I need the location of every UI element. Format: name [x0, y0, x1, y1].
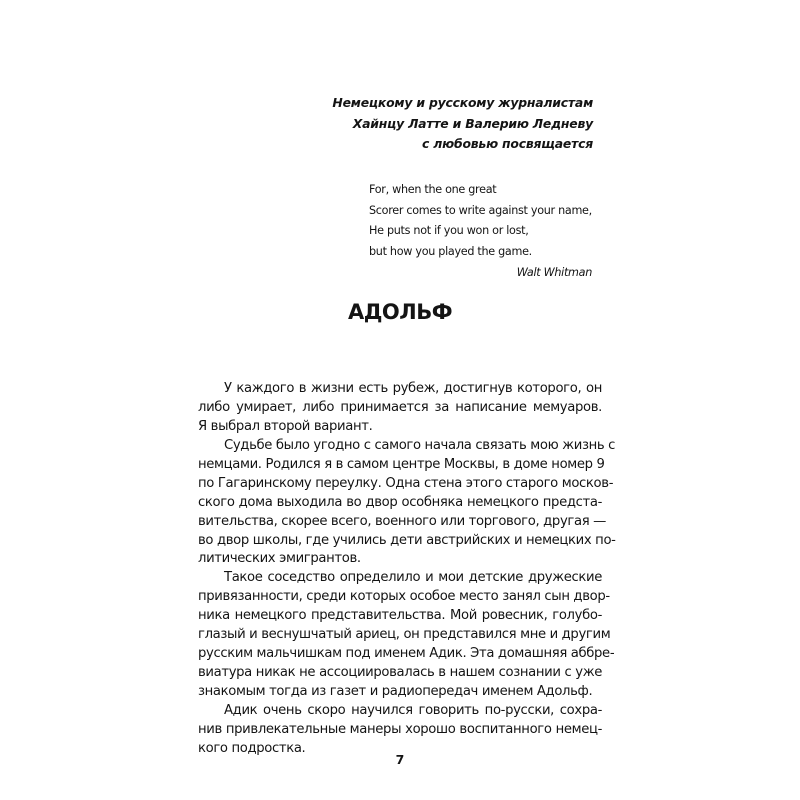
epigraph-line: Scorer comes to write against your name, — [369, 203, 592, 217]
text-line: ского дома выходила во двор особняка немецкого предста- — [198, 494, 602, 510]
text-line: виатура никак не ассоциировалась в нашем сознании с уже — [198, 665, 602, 681]
text-line: нив привлекательные манеры хорошо воспитанного немец- — [198, 721, 602, 737]
text-line: немцами. Родился я в самом центре Москвы, в доме номер 9 — [198, 456, 605, 472]
body-text — [198, 380, 616, 759]
text-line: Я выбрал второй вариант. — [198, 418, 373, 434]
text-line: Судьбе было угодно с самого начала связать мою жизнь с — [224, 437, 616, 453]
text-line: литических эмигрантов. — [198, 551, 361, 567]
epigraph-line: For, when the one great — [369, 183, 497, 196]
dedication-line: с любовью посвящается — [422, 136, 593, 151]
dedication-line: Немецкому и русскому журналистам — [332, 95, 593, 110]
text-line: глазый и веснушчатый ариец, он представился мне и другим — [198, 627, 611, 643]
epigraph-line: but how you played the game. — [369, 244, 532, 258]
chapter-title: АДОЛЬФ — [347, 300, 453, 324]
text-line: У каждого в жизни есть рубеж, достигнув которого, он — [224, 381, 602, 396]
paragraph — [198, 380, 602, 437]
dedication — [332, 93, 593, 155]
text-line: русским мальчишкам под именем Адик. Эта домашняя аббре- — [198, 646, 615, 662]
text-line: вительства, скорее всего, военного или торгового, другая — — [198, 513, 606, 529]
text-line: ника немецкого представительства. Мой ровесник, голубо- — [198, 608, 602, 624]
page-number: 7 — [395, 752, 405, 767]
epigraph-line: He puts not if you won or lost, — [369, 224, 529, 238]
epigraph-author: Walt Whitman — [516, 266, 592, 280]
paragraph — [198, 569, 615, 702]
paragraph — [198, 702, 602, 759]
text-line: знакомым тогда из газет и радиопередач именем Адольф. — [198, 684, 593, 699]
text-line: по Гагаринскому переулку. Одна стена этого старого москов- — [198, 475, 614, 491]
dedication-line: Хайнцу Латте и Валерию Ледневу — [352, 115, 593, 131]
paragraph — [198, 437, 616, 570]
epigraph — [369, 180, 592, 284]
text-line: кого подростка. — [198, 740, 306, 756]
text-line: Адик очень скоро научился говорить по-русски, сохра- — [224, 702, 602, 718]
text-line: Такое соседство определило и мои детские дружеские — [224, 570, 602, 586]
text-line: во двор школы, где учились дети австрийских и немецких по- — [198, 532, 616, 548]
text-line: либо умирает, либо принимается за написание мемуаров. — [198, 399, 602, 415]
text-line: привязанности, среди которых особое место занял сын двор- — [198, 589, 610, 605]
